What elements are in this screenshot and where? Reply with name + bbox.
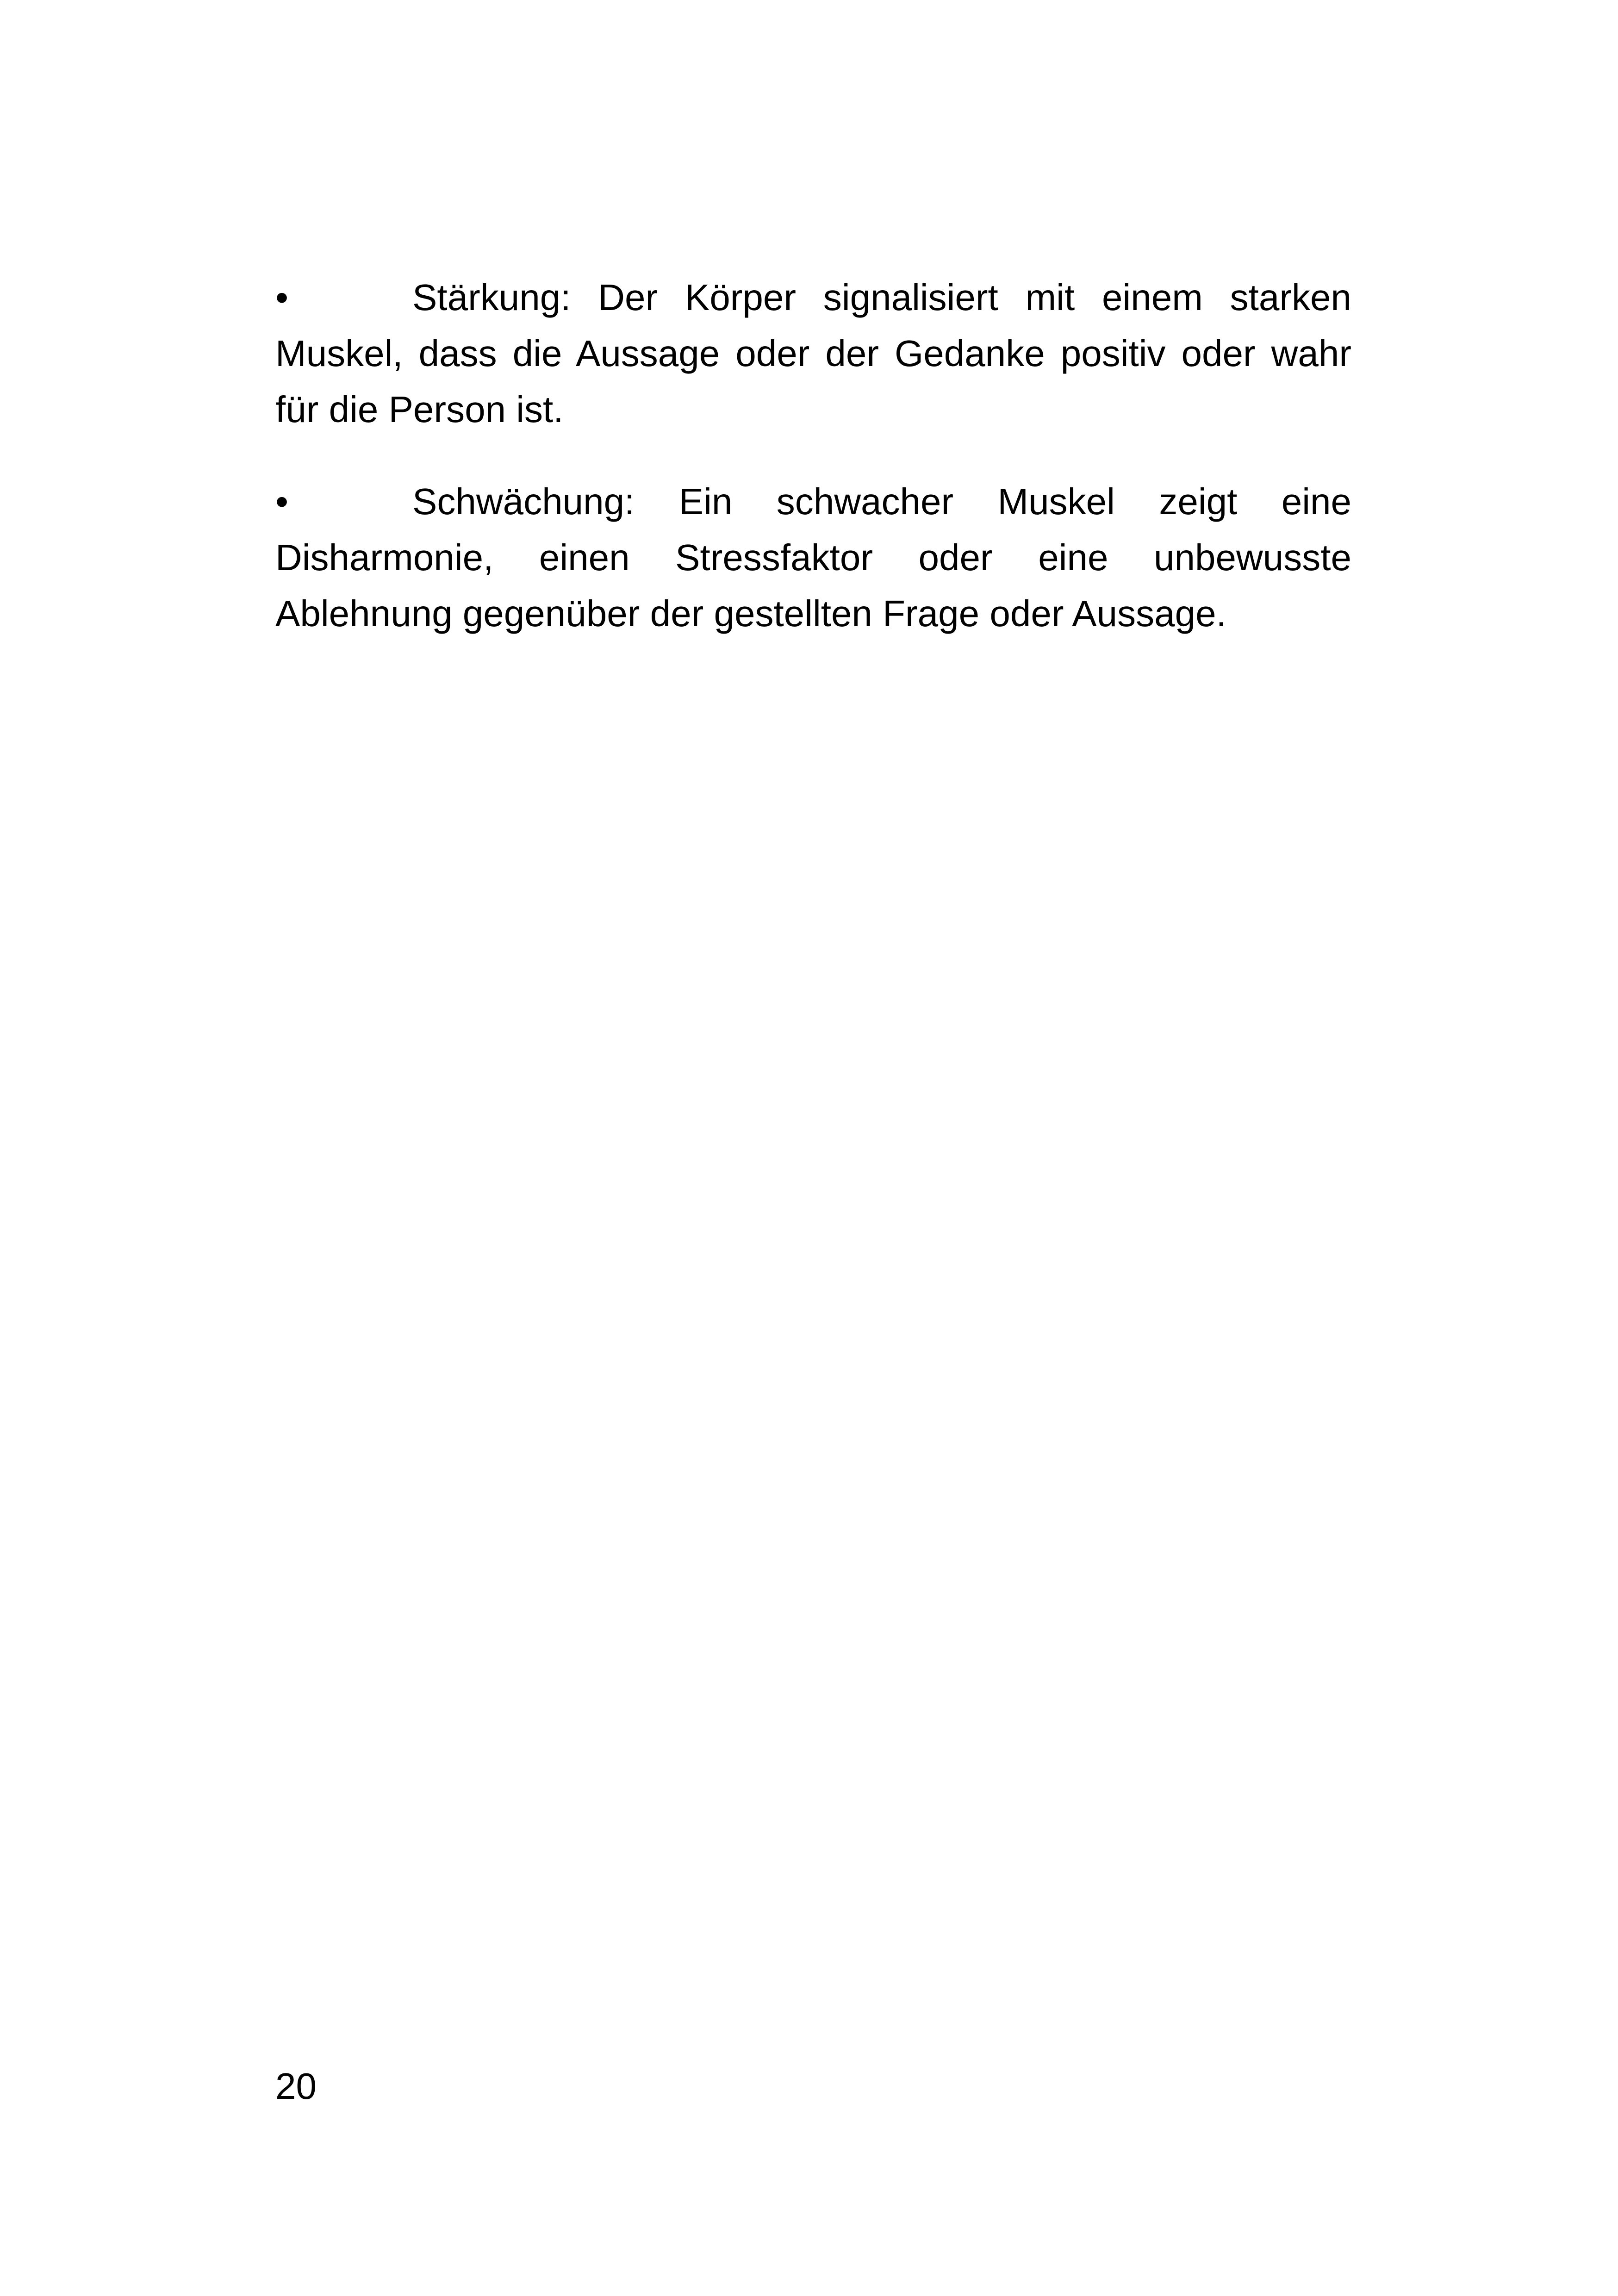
bullet-item-schwaechung xyxy=(275,473,1351,641)
page-number: 20 xyxy=(275,2066,317,2107)
bullet-text-staerkung: Stärkung: Der Körper signalisiert mit einem starken Muskel, dass die Aussage oder der Gedanke positiv oder wahr für die Person ist. xyxy=(275,277,1351,430)
bullet-icon: • xyxy=(275,277,289,318)
page-body xyxy=(275,269,1351,678)
bullet-item-staerkung xyxy=(275,269,1351,437)
bullet-icon: • xyxy=(275,481,289,522)
bullet-text-schwaechung: Schwächung: Ein schwacher Muskel zeigt eine Disharmonie, einen Stressfaktor oder eine unbewusste Ablehnung gegenüber der gestellten Frage oder Aussage. xyxy=(275,481,1351,634)
